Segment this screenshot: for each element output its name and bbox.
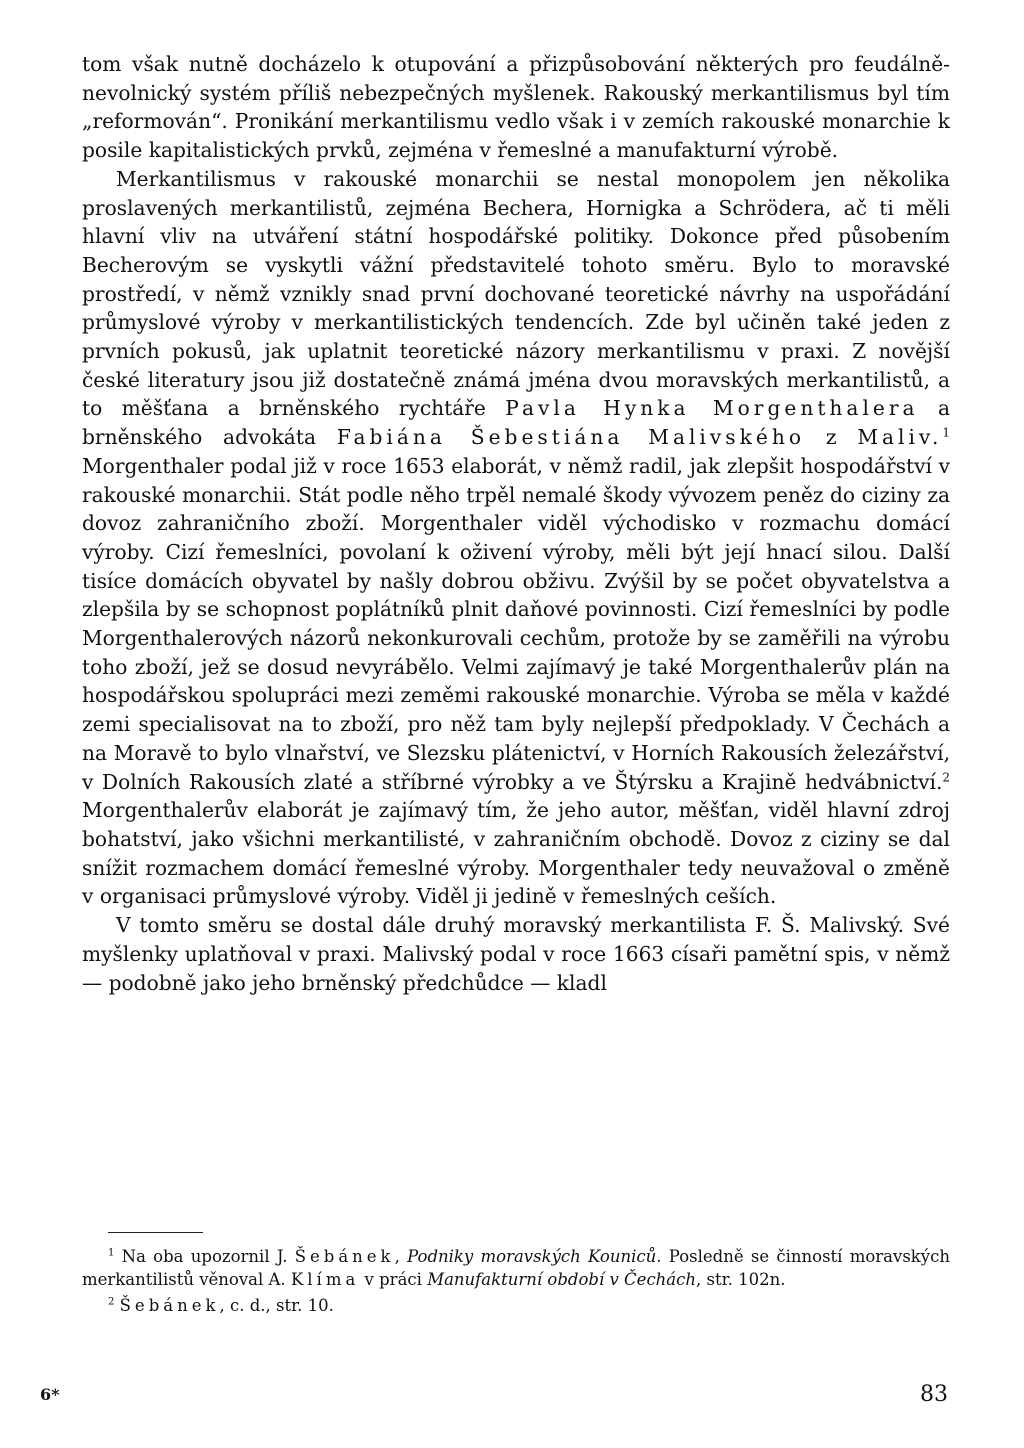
text-run: Morgenthaler podal již v roce 1653 elaborát, v němž radil, jak zlepšit hospodářství v rakouské monarchii. Stát podle něho trpěl nemalé škody vývozem peněz do ciziny za dovoz zahraničního zboží. Morgenthaler viděl východisko v rozmachu domácí výroby. Cizí řemeslníci, povolaní k oživení výroby, měli být její hnací silou. Další tisíce domácích obyvatel by našly dobrou obživu. Zvýšil by se počet obyvatelstva a zlepšila by se schopnost poplátníků plnit daňové povinnosti. Cizí řemeslníci by podle Morgenthalerových názorů nekonkurovali cechům, protože by se zaměřili na výrobu toho zboží, jež se dosud nevyrábělo. Velmi zajímavý je také Morgenthalerův plán na hospodářskou spolupráci mezi zeměmi rakouské monarchie. Výroba se měla v každé zemi specialisovat na to zboží, pro něž tam byly nejlepší předpoklady. V Čechách a na Moravě to bylo vlnařství, ve Slezsku plátenictví, v Horních Rakousích železářství, v Dolních Rakousích zlaté a stříbrné výrobky a ve Štýrsku a Krajině hedvábnictví. — [82, 453, 950, 794]
main-text — [82, 50, 950, 997]
text-run: a brněnského advokáta — [82, 396, 950, 450]
text-run: , — [394, 1247, 408, 1266]
text-run: Morgenthalerův elaborát je zajímavý tím, že jeho autor, měšťan, viděl hlavní zdroj bohatství, jako všichni merkantilisté, v zahraničním obchodě. Dovoz z ciziny se dal snížit rozmachem domácí řemeslné výroby. Morgenthaler tedy neuvažoval o změně v organisaci průmyslové výroby. Viděl ji jedině v řemeslných ceších. — [82, 798, 950, 909]
footnote-1 — [82, 1246, 950, 1291]
page-number: 83 — [920, 1382, 948, 1407]
italic-title: Manufakturní období v Čechách — [427, 1269, 697, 1289]
footnote-marker: 2 — [942, 769, 950, 784]
footnote-2 — [82, 1295, 950, 1318]
italic-title: Podniky moravských Kouniců. — [407, 1247, 662, 1266]
text-run: Na oba upozornil J. — [114, 1247, 295, 1266]
text-run: Posledně se činností moravských merkantilistů věnoval A. — [82, 1247, 950, 1289]
text-run: V tomto směru se dostal dále druhý moravský merkantilista F. Š. Malivský. Své myšlenky uplatňoval v praxi. Malivský podal v roce 1663 císaři pamětní spis, v němž — podobně jako jeho brněnský předchůdce — kladl — [82, 913, 950, 995]
paragraph-2 — [82, 165, 950, 911]
text-run: v práci — [359, 1269, 428, 1289]
footnote-marker: 2 — [108, 1296, 115, 1308]
letterspaced-name: Šebánek — [294, 1247, 395, 1266]
letterspaced-name: Fabiána Šebestiána Malivského — [336, 425, 805, 450]
footnote-divider — [108, 1232, 203, 1233]
footnotes — [82, 1246, 950, 1318]
text-run: z — [805, 425, 858, 450]
text-run: tom však nutně docházelo k otupování a přizpůsobování některých pro feudálně-nevolnický systém příliš nebezpečných myšlenek. Rakouský merkantilismus byl tím „reformován“. Pronikání merkantilismu vedlo však i v zemích rakouské monarchie k posile kapitalistických prvků, zejména v řemeslné a manufakturní výrobě. — [82, 52, 950, 163]
text-run: , str. 102n. — [696, 1269, 786, 1289]
printer-signature-mark: 6* — [40, 1385, 60, 1404]
text-run: , c. d., str. 10. — [219, 1296, 334, 1316]
text-run: Merkantilismus v rakouské monarchii se nestal monopolem jen několika proslavených merkantilistů, zejména Bechera, Hornigka a Schrödera, ač ti měli hlavní vliv na utváření státní hospodářské politiky. Dokonce před působením Becherovým se vyskytli vážní představitelé tohoto směru. Bylo to moravské prostředí, v němž vznikly snad první dochované teoretické návrhy na uspořádání průmyslové výroby v merkantilistických tendencích. Zde byl učiněn také jeden z prvních pokusů, jak uplatnit teoretické názory merkantilismu v praxi. Z novější české literatury jsou již dostatečně známá jména dvou moravských merkantilistů, a to měšťana a brněnského rychtáře — [82, 166, 950, 421]
letterspaced-name: Maliv. — [857, 425, 943, 450]
letterspaced-name: Šebánek — [119, 1296, 220, 1316]
footnote-marker: 1 — [108, 1247, 115, 1259]
footnote-marker: 1 — [942, 425, 950, 440]
paragraph-1 — [82, 50, 950, 165]
paragraph-3 — [82, 911, 950, 997]
letterspaced-name: Klíma — [290, 1269, 360, 1289]
letterspaced-name: Pavla Hynka Morgenthalera — [505, 396, 919, 421]
